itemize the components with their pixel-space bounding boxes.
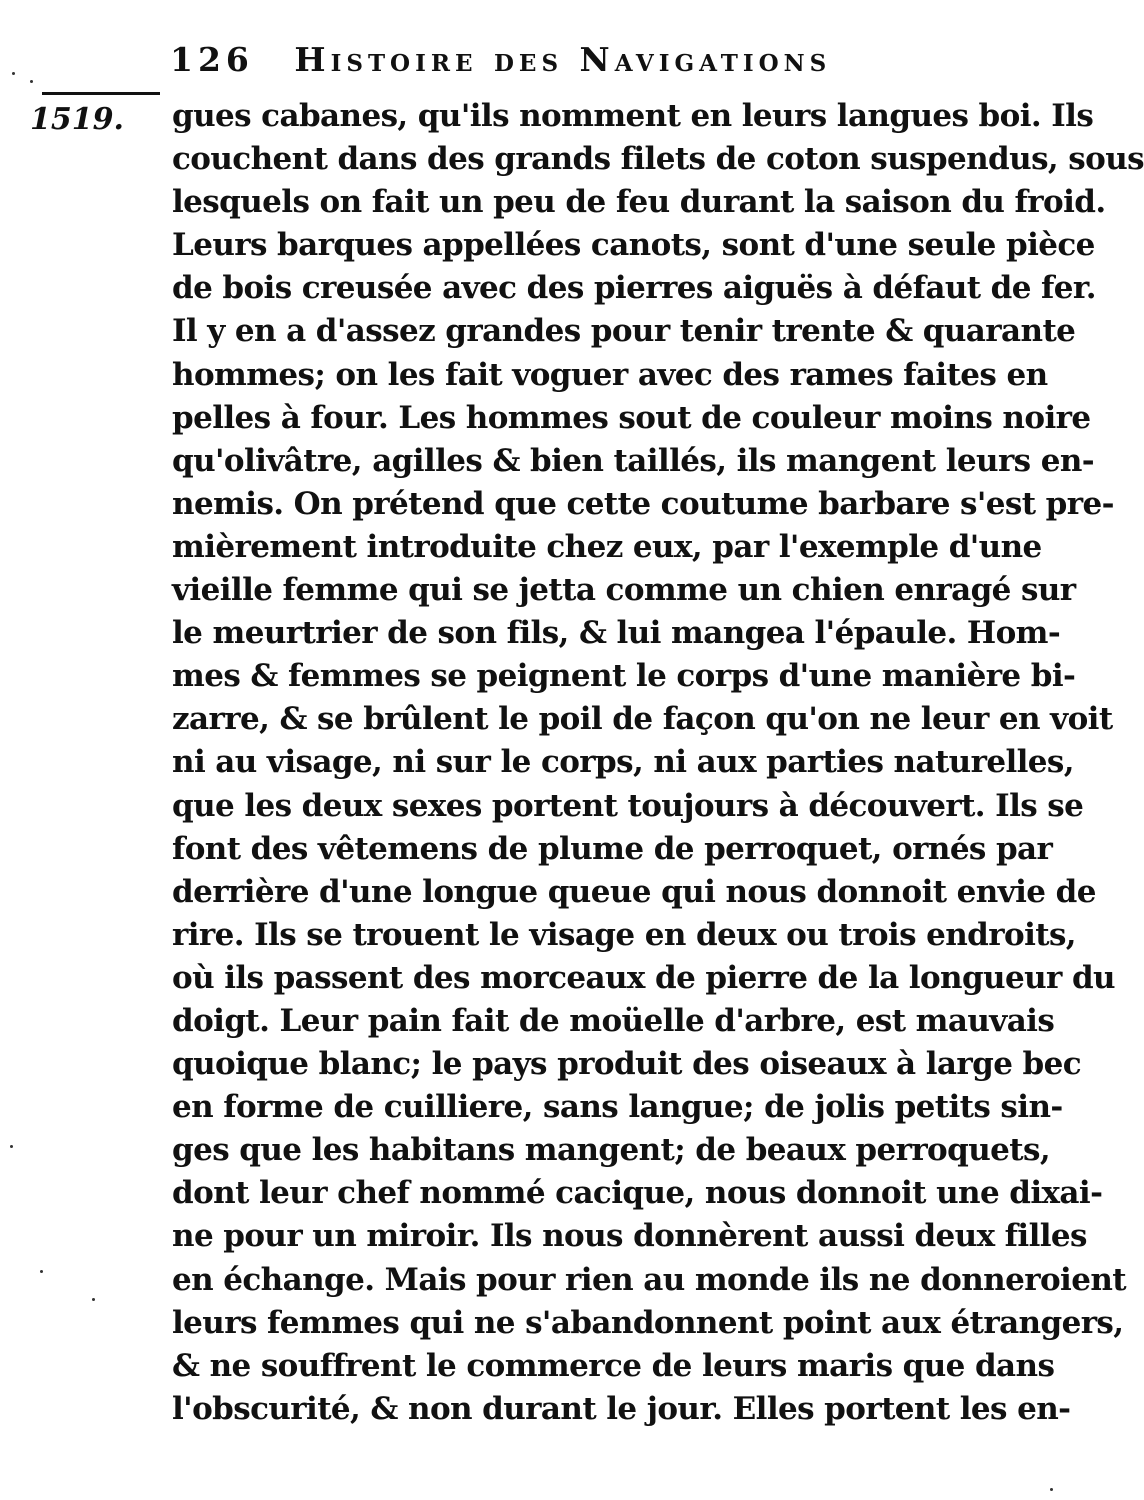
text-line: de bois creusée avec des pierres aiguës à défaut de fer. [172,270,1096,307]
text-line: gues cabanes, qu'ils nomment en leurs langues boi. Ils [172,98,1094,134]
text-line: ni au visage, ni sur le corps, ni aux parties naturelles, [172,744,1074,781]
text-line: font des vêtemens de plume de perroquet, ornés par [172,830,1053,867]
text-line: ne pour un miroir. Ils nous donnèrent aussi deux filles [172,1218,1087,1255]
text-line: & ne souffrent le commerce de leurs maris que dans [172,1347,1055,1384]
scan-speck [10,1145,13,1148]
text-line: dont leur chef nommé cacique, nous donnoit une dixai- [172,1175,1103,1212]
scan-speck [30,80,33,83]
page-header [170,40,1000,84]
text-line: vieille femme qui se jetta comme un chien enragé sur [172,572,1076,609]
margin-rule [42,92,160,95]
text-line: en échange. Mais pour rien au monde ils ne donneroient [172,1261,1126,1298]
scan-speck [92,1298,95,1301]
text-line: quoique blanc; le pays produit des oiseaux à large bec [172,1046,1081,1083]
text-line: Il y en a d'assez grandes pour tenir trente & quarante [172,313,1076,350]
scan-speck [1050,1488,1053,1491]
text-line: hommes; on les fait voguer avec des rames faites en [172,356,1048,393]
text-line: en forme de cuilliere, sans langue; de jolis petits sin- [172,1089,1063,1126]
text-line: pelles à four. Les hommes sout de couleur moins noire [172,399,1091,436]
text-line: lesquels on fait un peu de feu durant la saison du froid. [172,184,1106,221]
text-line: Leurs barques appellées canots, sont d'une seule pièce [172,227,1095,264]
text-line: le meurtrier de son fils, & lui mangea l'épaule. Hom- [172,615,1061,652]
text-line: zarre, & se brûlent le poil de façon qu'on ne leur en voit [172,701,1113,738]
text-line: mes & femmes se peignent le corps d'une manière bi- [172,658,1076,695]
text-line: couchent dans des grands filets de coton suspendus, sous [172,141,1144,178]
running-title: Histoire des Navigations [294,40,832,79]
text-line: que les deux sexes portent toujours à découvert. Ils se [172,787,1084,824]
margin-year-note: 1519. [30,102,124,137]
scan-speck [12,72,15,75]
text-line: ges que les habitans mangent; de beaux perroquets, [172,1132,1051,1169]
text-line: qu'olivâtre, agilles & bien taillés, ils mangent leurs en- [172,442,1095,479]
scan-speck [40,1270,43,1273]
text-line: leurs femmes qui ne s'abandonnent point aux étrangers, [172,1304,1124,1341]
text-line: où ils passent des morceaux de pierre de la longueur du [172,959,1116,996]
text-line: mièrement introduite chez eux, par l'exemple d'une [172,528,1042,565]
text-line: doigt. Leur pain fait de moüelle d'arbre, est mauvais [172,1002,1055,1039]
text-line: l'obscurité, & non durant le jour. Elles portent les en- [172,1390,1071,1427]
page-number: 126 [170,40,254,79]
text-line: derrière d'une longue queue qui nous donnoit envie de [172,873,1096,910]
text-line: rire. Ils se trouent le visage en deux ou trois endroits, [172,916,1077,953]
text-line: nemis. On prétend que cette coutume barbare s'est pre- [172,485,1114,522]
body-text [172,95,1144,1431]
